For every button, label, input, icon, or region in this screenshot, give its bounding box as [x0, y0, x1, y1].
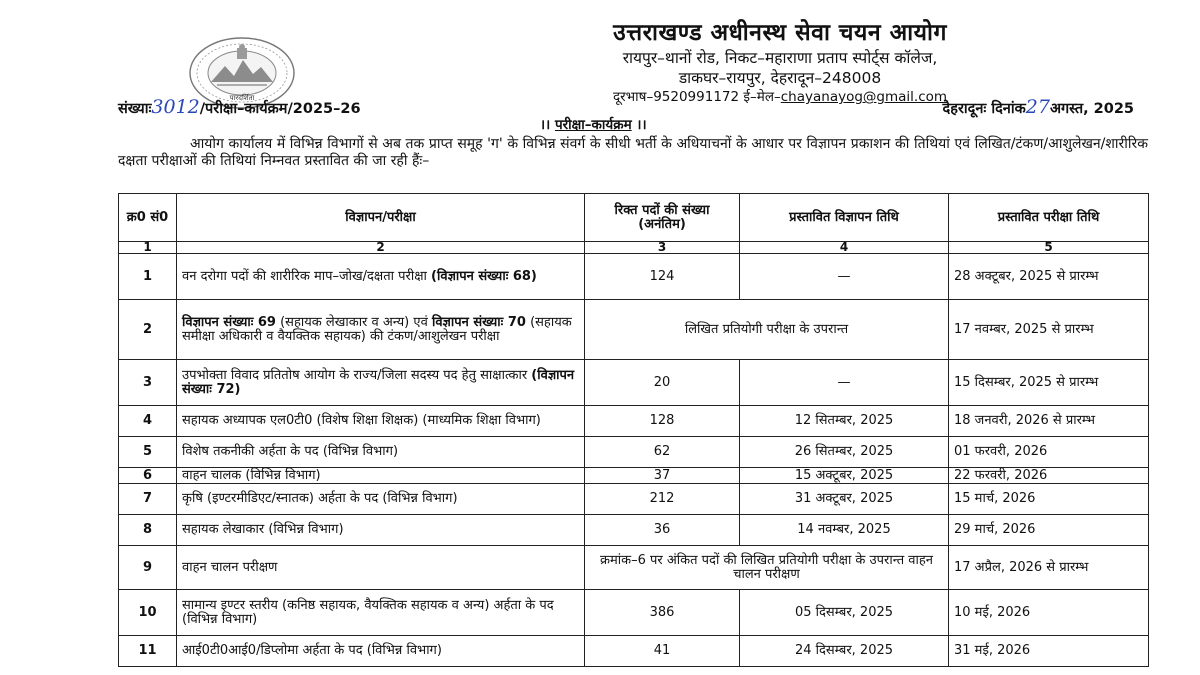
- row-exam-date: 17 नवम्बर, 2025 से प्रारम्भ: [949, 300, 1149, 360]
- row-vacancies: 37: [585, 468, 740, 484]
- row-vacancies: 386: [585, 590, 740, 636]
- row-exam-date: 15 मार्च, 2026: [949, 484, 1149, 515]
- handwritten-day: 27: [1025, 96, 1050, 118]
- row-sno: 3: [119, 360, 177, 406]
- advt-number: (विज्ञापन संख्याः 72): [182, 367, 575, 397]
- table-row: [119, 406, 1149, 437]
- table-row: [119, 590, 1149, 636]
- row-exam-date: 10 मई, 2026: [949, 590, 1149, 636]
- column-index: 4: [740, 242, 949, 254]
- email-label: ई–मेल–: [743, 89, 781, 105]
- column-index: 1: [119, 242, 177, 254]
- row-exam-date: 29 मार्च, 2026: [949, 515, 1149, 546]
- subject-right-mark: ।।: [636, 117, 647, 133]
- row-vacancies: 212: [585, 484, 740, 515]
- table-row: [119, 484, 1149, 515]
- row-merged-note: लिखित प्रतियोगी परीक्षा के उपरान्त: [585, 300, 949, 360]
- row-advt-date: 14 नवम्बर, 2025: [740, 515, 949, 546]
- row-advt-date: —: [740, 360, 949, 406]
- subject-title: परीक्षा–कार्यक्रम: [554, 117, 632, 133]
- column-index-row: [119, 242, 1149, 254]
- intro-text: आयोग कार्यालय में विभिन्न विभागों से अब तक प्राप्त समूह 'ग' के विभिन्न संवर्ग के सीधी भर्ती के अधियाचनों के आधार पर विज्ञापन प्रकाशन की तिथियां एवं लिखित/टंकण/आशुलेखन/शारीरिक दक्षता परीक्षाओं की तिथियां निम्नवत प्रस्तावित की जा रही हैंः–: [118, 136, 1148, 169]
- organization-name: उत्तराखण्ड अधीनस्थ सेवा चयन आयोग: [613, 20, 947, 46]
- row-advt-date: 26 सितम्बर, 2025: [740, 437, 949, 468]
- row-sno: 9: [119, 546, 177, 590]
- row-exam-date: 28 अक्टूबर, 2025 से प्रारम्भ: [949, 254, 1149, 300]
- column-index: 2: [177, 242, 585, 254]
- advt-text: वन दरोगा पदों की शारीरिक माप–जोख/दक्षता परीक्षा: [182, 268, 427, 284]
- row-exam-date: 18 जनवरी, 2026 से प्रारम्भ: [949, 406, 1149, 437]
- row-sno: 11: [119, 636, 177, 667]
- row-sno: 7: [119, 484, 177, 515]
- row-sno: 5: [119, 437, 177, 468]
- row-vacancies: 62: [585, 437, 740, 468]
- advt-number: विज्ञापन संख्याः 69: [182, 314, 276, 330]
- row-sno: 6: [119, 468, 177, 484]
- intro-paragraph: [118, 136, 1148, 170]
- reference-number: [118, 96, 361, 118]
- advt-text: उपभोक्ता विवाद प्रतितोष आयोग के राज्य/जिला सदस्य पद हेतु साक्षात्कार: [182, 367, 528, 383]
- row-vacancies: 124: [585, 254, 740, 300]
- row-sno: 10: [119, 590, 177, 636]
- row-advertisement: विशेष तकनीकी अर्हता के पद (विभिन्न विभाग): [177, 437, 585, 468]
- row-advertisement: वाहन चालक (विभिन्न विभाग): [177, 468, 585, 484]
- address-line-1: रायपुर–थानों रोड, निकट–महाराणा प्रताप स्पोर्ट्स कॉलेज,: [622, 49, 938, 67]
- header-advt-date: प्रस्तावित विज्ञापन तिथि: [740, 194, 949, 242]
- row-advertisement: [177, 300, 585, 360]
- row-exam-date: 22 फरवरी, 2026: [949, 468, 1149, 484]
- table-row: [119, 636, 1149, 667]
- row-advertisement: सहायक लेखाकार (विभिन्न विभाग): [177, 515, 585, 546]
- row-advt-date: 24 दिसम्बर, 2025: [740, 636, 949, 667]
- row-exam-date: 17 अप्रैल, 2026 से प्रारम्भ: [949, 546, 1149, 590]
- row-advt-date: 15 अक्टूबर, 2025: [740, 468, 949, 484]
- column-index: 3: [585, 242, 740, 254]
- header-vacancies: रिक्त पदों की संख्या (अनंतिम): [585, 194, 740, 242]
- subject-left-mark: ।।: [540, 117, 551, 133]
- row-exam-date: 01 फरवरी, 2026: [949, 437, 1149, 468]
- table-row: [119, 515, 1149, 546]
- table-row: [119, 300, 1149, 360]
- advt-number: विज्ञापन संख्याः 70: [431, 314, 526, 330]
- row-advertisement: सामान्य इण्टर स्तरीय (कनिष्ठ सहायक, वैयक्तिक सहायक व अन्य) अर्हता के पद (विभिन्न विभाग): [177, 590, 585, 636]
- row-exam-date: 15 दिसम्बर, 2025 से प्रारम्भ: [949, 360, 1149, 406]
- row-merged-note: क्रमांक–6 पर अंकित पदों की लिखित प्रतियोगी परीक्षा के उपरान्त वाहन चालन परीक्षण: [585, 546, 949, 590]
- table-row: [119, 437, 1149, 468]
- table-header-row: [119, 194, 1149, 242]
- emblem-motto: पारदर्शिता: [229, 94, 255, 102]
- row-vacancies: 128: [585, 406, 740, 437]
- table-row: [119, 254, 1149, 300]
- advt-number: (विज्ञापन संख्याः 68): [431, 268, 537, 284]
- row-advertisement: आई0टी0आई0/डिप्लोमा अर्हता के पद (विभिन्न विभाग): [177, 636, 585, 667]
- row-advt-date: —: [740, 254, 949, 300]
- month-year: अगस्त, 2025: [1049, 101, 1134, 117]
- address-line-2: डाकघर–रायपुर, देहरादून–248008: [678, 68, 882, 87]
- row-advt-date: 12 सितम्बर, 2025: [740, 406, 949, 437]
- row-sno: 8: [119, 515, 177, 546]
- handwritten-number: 3012: [151, 96, 200, 118]
- phone-number: दूरभाष–9520991172: [612, 89, 740, 105]
- row-vacancies: 20: [585, 360, 740, 406]
- header-sno: क्र0 सं0: [119, 194, 177, 242]
- table-row: [119, 360, 1149, 406]
- reference-prefix: संख्याः: [118, 101, 152, 117]
- place-date-prefix: देहरादूनः दिनांक: [942, 101, 1026, 117]
- row-vacancies: 41: [585, 636, 740, 667]
- advt-text: (सहायक लेखाकार व अन्य) एवं: [280, 314, 428, 330]
- place-date: [943, 96, 1134, 118]
- row-sno: 1: [119, 254, 177, 300]
- row-vacancies: 36: [585, 515, 740, 546]
- row-sno: 2: [119, 300, 177, 360]
- row-exam-date: 31 मई, 2026: [949, 636, 1149, 667]
- table-row: [119, 546, 1149, 590]
- letterhead: [470, 22, 1090, 105]
- row-advertisement: [177, 254, 585, 300]
- header-exam-date: प्रस्तावित परीक्षा तिथि: [949, 194, 1149, 242]
- row-advt-date: 31 अक्टूबर, 2025: [740, 484, 949, 515]
- column-index: 5: [949, 242, 1149, 254]
- reference-suffix: /परीक्षा–कार्यक्रम/2025–26: [199, 101, 361, 117]
- advt-text: (सहायक समीक्षा अधिकारी व वैयक्तिक सहायक) की टंकण/आशुलेखन परीक्षा: [182, 314, 572, 344]
- table-row: [119, 468, 1149, 484]
- row-sno: 4: [119, 406, 177, 437]
- row-advertisement: [177, 360, 585, 406]
- row-advt-date: 05 दिसम्बर, 2025: [740, 590, 949, 636]
- header-advertisement: विज्ञापन/परीक्षा: [177, 194, 585, 242]
- row-advertisement: सहायक अध्यापक एल0टी0 (विशेष शिक्षा शिक्षक) (माध्यमिक शिक्षा विभाग): [177, 406, 585, 437]
- email-address[interactable]: chayanayog@gmail.com: [780, 89, 948, 105]
- row-advertisement: वाहन चालन परीक्षण: [177, 546, 585, 590]
- row-advertisement: कृषि (इण्टरमीडिएट/स्नातक) अर्हता के पद (विभिन्न विभाग): [177, 484, 585, 515]
- document-subject: [540, 115, 647, 133]
- exam-schedule-table: [118, 193, 1149, 667]
